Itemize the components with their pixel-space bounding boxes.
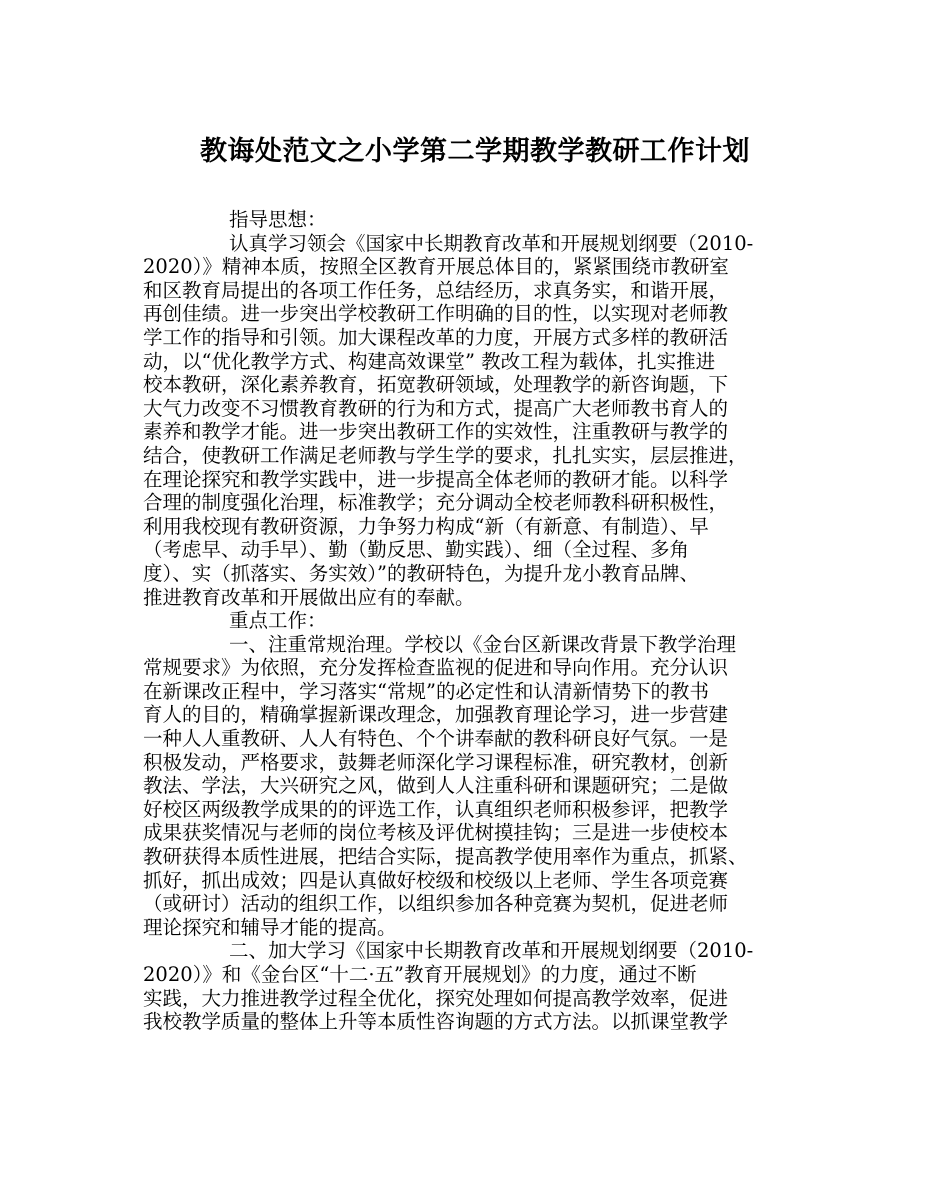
paragraph-line: 动，以“优化教学方式、构建高效课堂” 教改工程为载体，扎实推进: [143, 349, 716, 373]
document-body: [143, 208, 823, 1034]
paragraph-line: 结合，使教研工作满足老师教与学生学的要求，扎扎实实，层层推进，: [143, 443, 748, 467]
section-heading-key-work: 重点工作：: [229, 609, 327, 633]
paragraph-line: 在理论探究和教学实践中，进一步提高全体老师的教研才能。以科学: [143, 467, 729, 491]
document-title: 教诲处范文之小学第二学期教学教研工作计划: [200, 136, 750, 167]
paragraph-line: 积极发动，严格要求，鼓舞老师深化学习课程标准，研究教材，创新: [143, 750, 729, 774]
paragraph-line: 2020）》精神本质，按照全区教育开展总体目的，紧紧围绕市教研室: [143, 255, 729, 279]
paragraph-line: 和区教育局提出的各项工作任务，总结经历，求真务实，和谐开展，: [143, 278, 729, 302]
paragraph-line: 2020）》和《金台区“十二·五”教育开展规划》的力度，通过不断: [143, 963, 697, 986]
paragraph-line: 抓好，抓出成效；四是认真做好校级和校级以上老师、学生各项竞赛: [143, 868, 729, 892]
paragraph-line: 成果获奖情况与老师的岗位考核及评优树摸挂钩；三是进一步使校本: [143, 821, 729, 845]
paragraph-line: 合理的制度强化治理，标准教学；充分调动全校老师教科研积极性，: [143, 491, 729, 515]
section-heading-guiding-ideology: 指导思想：: [229, 208, 327, 231]
paragraph-line: 推进教育改革和开展做出应有的奉献。: [143, 585, 475, 609]
paragraph-line: 教法、学法，大兴研究之风，做到人人注重科研和课题研究；二是做: [143, 774, 729, 798]
paragraph-line: 常规要求》为依照，充分发挥检查监视的促进和导向作用。充分认识: [143, 656, 729, 680]
paragraph-line: 利用我校现有教研资源，力争努力构成“新（有新意、有制造）、早: [143, 514, 709, 538]
paragraph-line: （考虑早、动手早）、勤（勤反思、勤实践）、细（全过程、多角: [143, 538, 690, 562]
paragraph-line: 度）、实（抓落实、务实效）”的教研特色，为提升龙小教育品牌、: [143, 561, 699, 585]
paragraph-line: 实践，大力推进教学过程全优化，探究处理如何提高教学效率，促进: [143, 986, 729, 1010]
paragraph-line: 再创佳绩。进一步突出学校教研工作明确的目的性，以实现对老师教: [143, 302, 729, 326]
paragraph-line: 学工作的指导和引领。加大课程改革的力度，开展方式多样的教研活: [143, 325, 729, 349]
paragraph-line: 育人的目的，精确掌握新课改理念，加强教育理论学习，进一步营建: [143, 703, 729, 727]
paragraph-line: （或研讨）活动的组织工作，以组织参加各种竞赛为契机，促进老师: [143, 892, 729, 916]
paragraph-line: 校本教研，深化素养教育，拓宽教研领域，处理教学的新咨询题，下: [143, 373, 729, 397]
paragraph-line: 理论探究和辅导才能的提高。: [143, 915, 397, 939]
paragraph-line: 在新课改正程中，学习落实“常规”的必定性和认清新情势下的教书: [143, 679, 709, 703]
paragraph-line: 我校教学质量的整体上升等本质性咨询题的方式方法。以抓课堂教学: [143, 1010, 729, 1034]
paragraph-line: 大气力改变不习惯教育教研的行为和方式，提高广大老师教书育人的: [143, 396, 729, 420]
paragraph-line: 二、加大学习《国家中长期教育改革和开展规划纲要（2010-: [229, 939, 754, 963]
paragraph-line: 素养和教学才能。进一步突出教研工作的实效性，注重教研与教学的: [143, 420, 729, 444]
paragraph-line: 一种人人重教研、人人有特色、个个讲奉献的教科研良好气氛。一是: [143, 727, 729, 751]
paragraph-line: 好校区两级教学成果的的评选工作，认真组织老师积极参评，把教学: [143, 797, 729, 821]
paragraph-line: 认真学习领会《国家中长期教育改革和开展规划纲要（2010-: [229, 231, 754, 255]
paragraph-line: 一、注重常规治理。学校以《金台区新课改背景下教学治理: [229, 632, 737, 656]
paragraph-line: 教研获得本质性进展，把结合实际，提高教学使用率作为重点，抓紧、: [143, 845, 748, 869]
